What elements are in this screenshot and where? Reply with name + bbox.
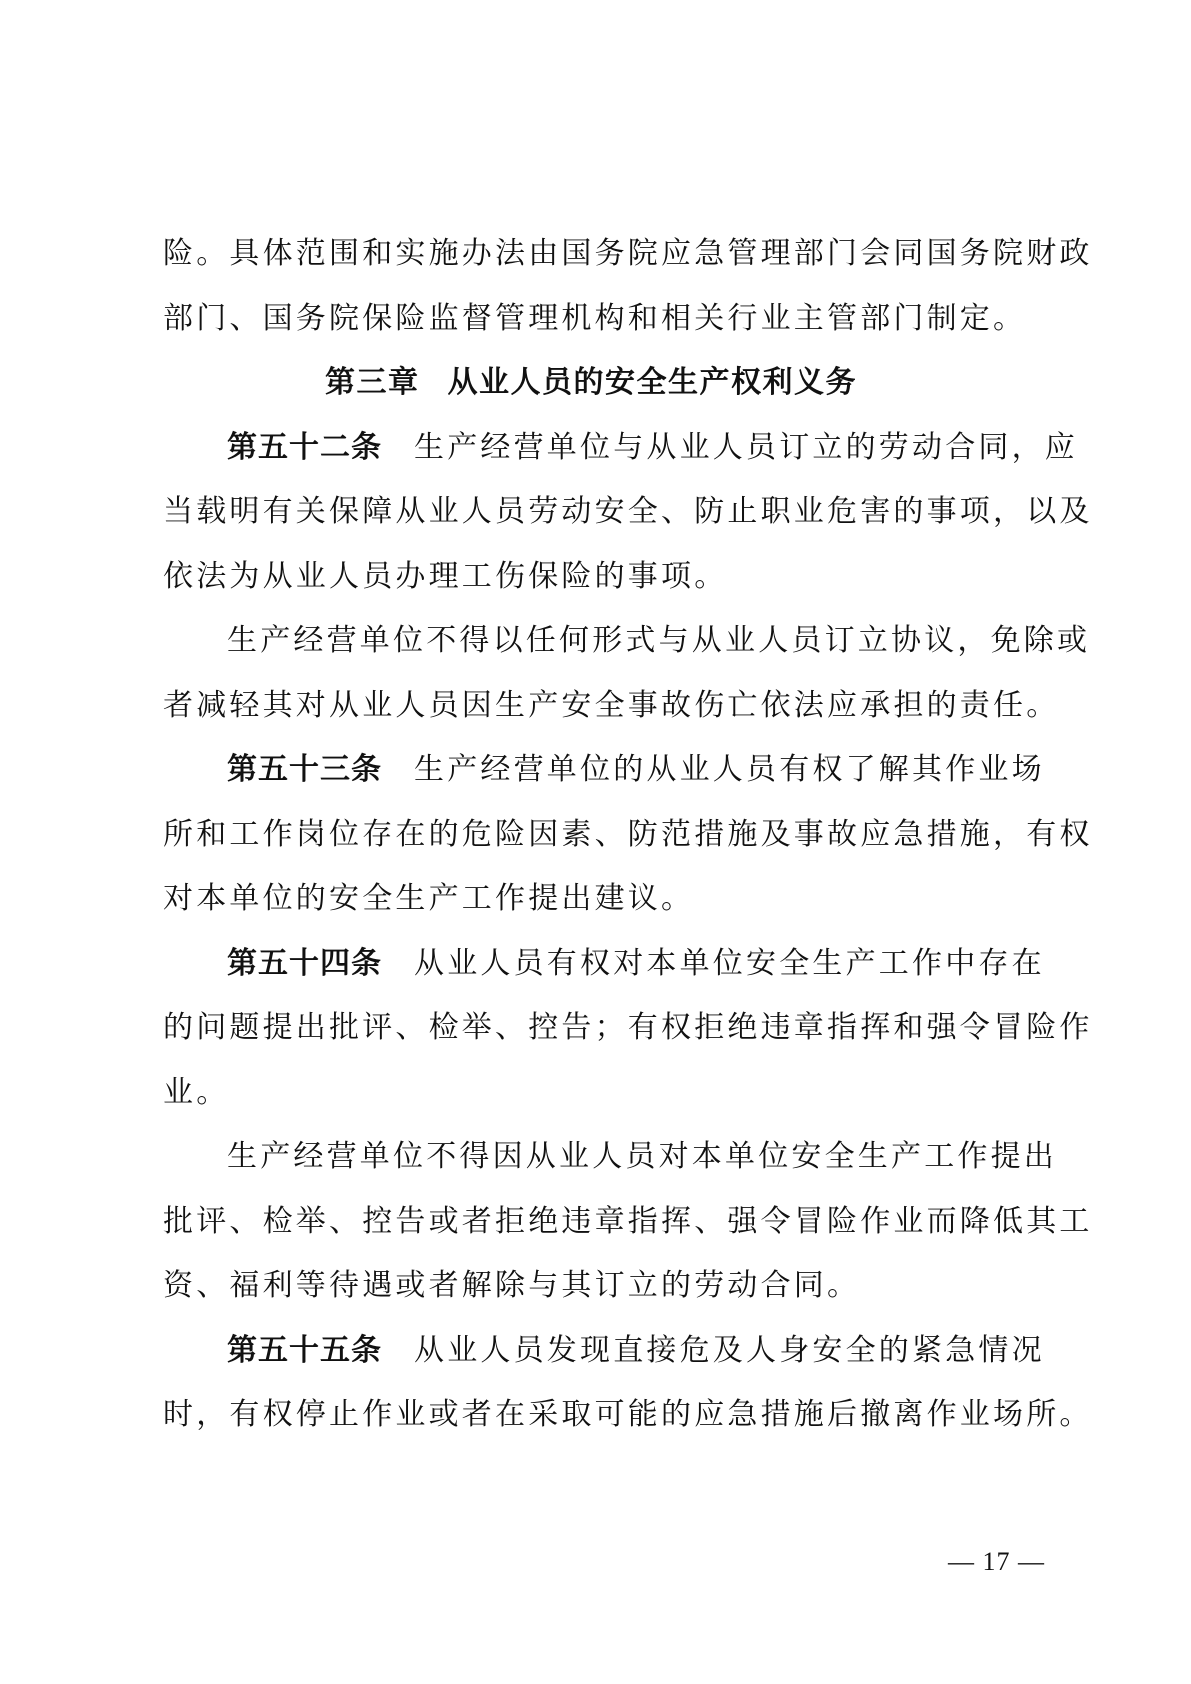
text-line: 险。具体范围和实施办法由国务院应急管理部门会同国务院财政 xyxy=(163,236,1093,271)
chapter-title: 从业人员的安全生产权利义务 xyxy=(447,365,857,400)
document-body xyxy=(163,222,1093,1448)
chapter-heading xyxy=(163,351,1043,416)
text-line: 者减轻其对从业人员因生产安全事故伤亡依法应承担的责任。 xyxy=(163,687,1060,723)
article-52-first-line xyxy=(163,416,1078,481)
article-53-first-line xyxy=(163,738,1043,803)
article-label: 第五十三条 xyxy=(227,752,382,787)
text-line: 批评、检举、控告或者拒绝违章指挥、强令冒险作业而降低其工 xyxy=(163,1203,1093,1239)
article-55-first-line xyxy=(163,1319,1043,1384)
article-label: 第五十五条 xyxy=(227,1332,382,1368)
text-line: 部门、国务院保险监督管理机构和相关行业主管部门制定。 xyxy=(163,300,1027,336)
text-line: 时，有权停止作业或者在采取可能的应急措施后撤离作业场所。 xyxy=(163,1397,1093,1432)
article-label: 第五十二条 xyxy=(227,429,382,465)
chapter-number: 第三章 xyxy=(325,365,420,400)
text-line: 业。 xyxy=(163,1074,230,1110)
text-line: 当载明有关保障从业人员劳动安全、防止职业危害的事项，以及 xyxy=(163,494,1093,529)
text-line: 依法为从业人员办理工伤保险的事项。 xyxy=(163,558,728,594)
text-line: 生产经营单位不得以任何形式与从业人员订立协议，免除或 xyxy=(227,623,1091,658)
text-line: 对本单位的安全生产工作提出建议。 xyxy=(163,881,695,916)
page-number: — 17 — xyxy=(948,1547,1045,1576)
text-line: 资、福利等待遇或者解除与其订立的劳动合同。 xyxy=(163,1268,861,1303)
article-label: 第五十四条 xyxy=(227,945,382,981)
article-text: 生产经营单位的从业人员有权了解其作业场 xyxy=(414,752,1045,787)
article-text: 生产经营单位与从业人员订立的劳动合同，应 xyxy=(414,429,1078,465)
text-line: 的问题提出批评、检举、控告；有权拒绝违章指挥和强令冒险作 xyxy=(163,1010,1093,1045)
text-line: 所和工作岗位存在的危险因素、防范措施及事故应急措施，有权 xyxy=(163,816,1093,852)
article-text: 从业人员发现直接危及人身安全的紧急情况 xyxy=(414,1332,1045,1368)
text-line: 生产经营单位不得因从业人员对本单位安全生产工作提出 xyxy=(227,1139,1057,1174)
article-text: 从业人员有权对本单位安全生产工作中存在 xyxy=(414,945,1045,981)
article-54-first-line xyxy=(163,932,1043,997)
